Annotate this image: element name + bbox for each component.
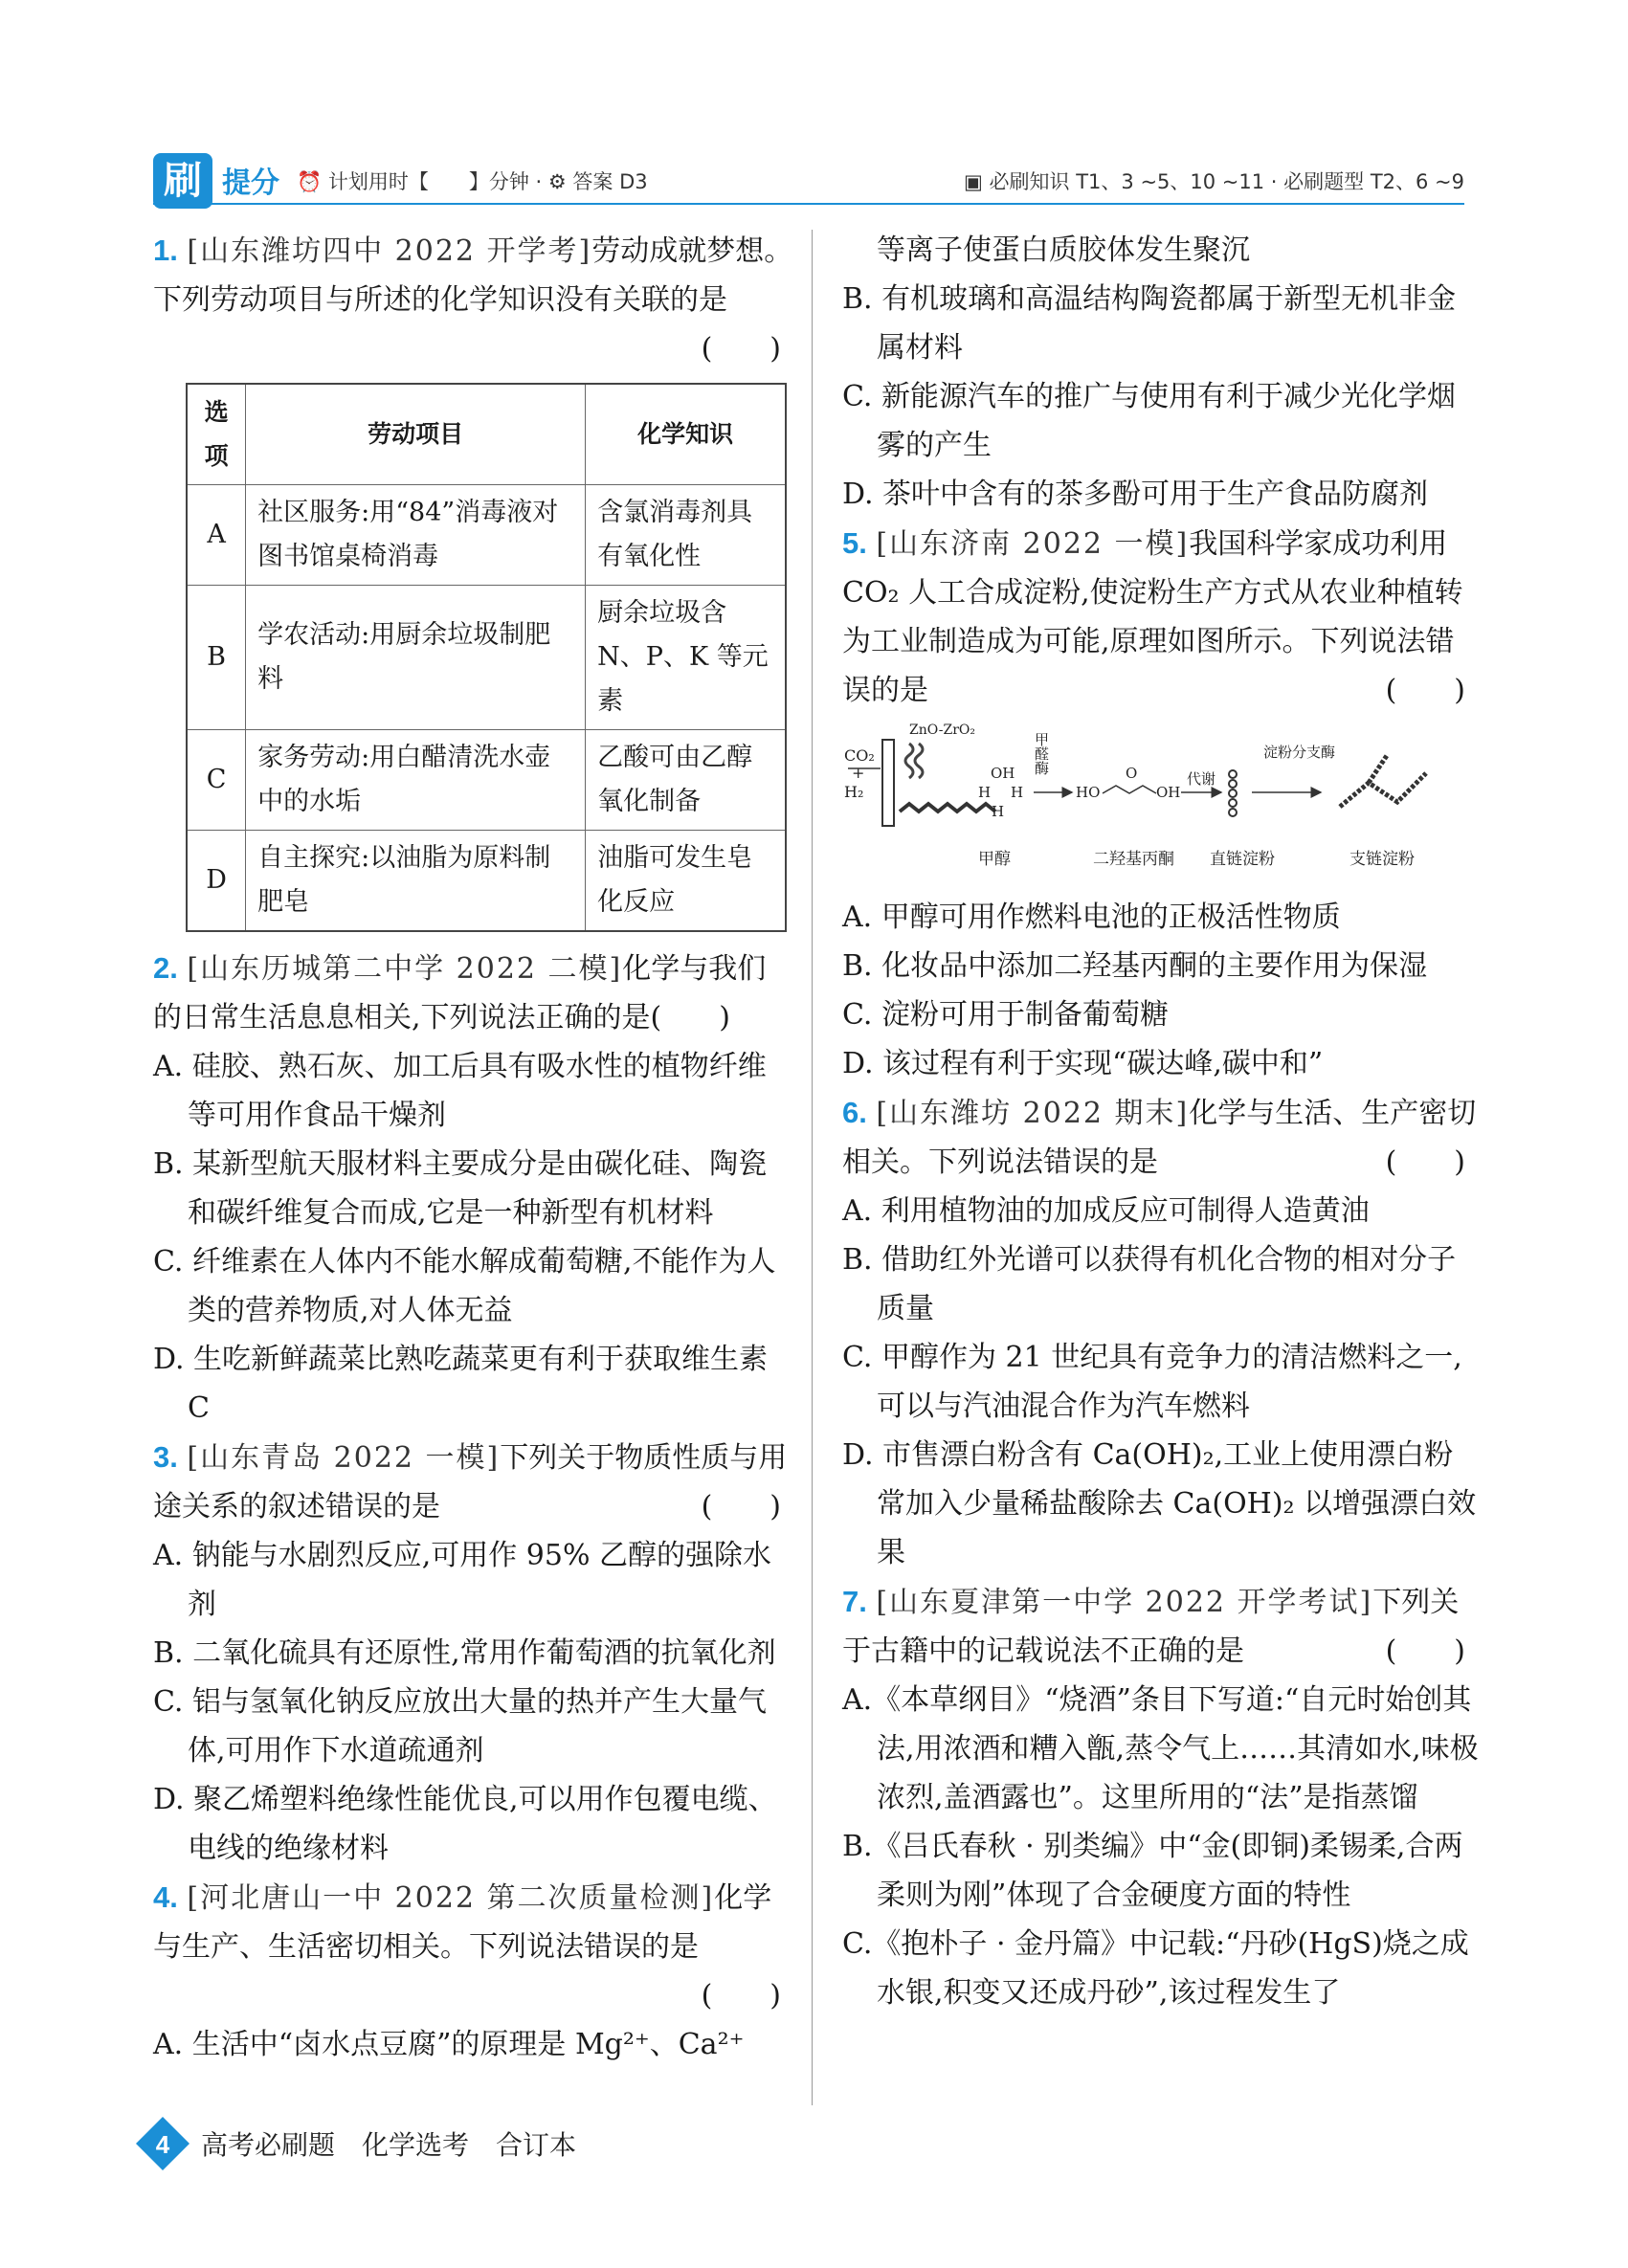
question-stem: 化学与生活、生产密切相关。下列说法错误的是 (842, 1097, 1477, 1179)
brand-logo: 刷 (153, 153, 212, 209)
question-source: [山东潍坊 2022 期末] (876, 1097, 1190, 1130)
catalyst-icon (905, 744, 923, 778)
question-3: 3. [山东青岛 2022 一模]下列关于物质性质与用途关系的叙述错误的是 ( ) (153, 1433, 794, 1531)
option-a: A. 生活中“卤水点豆腐”的原理是 Mg²⁺、Ca²⁺ (153, 2028, 745, 2061)
option-d: D. 聚乙烯塑料绝缘性能优良,可以用作包覆电缆、电线的绝缘材料 (153, 1783, 777, 1865)
answer-blank: ( ) (701, 1979, 781, 2012)
svg-text:O: O (1126, 765, 1138, 782)
starch-synthesis-diagram (842, 721, 1455, 874)
question-2: 2. [山东历城第二中学 2022 二模]化学与我们的日常生活息息相关,下列说法正确的是( ) (153, 951, 767, 1034)
svg-text:H: H (978, 784, 992, 801)
svg-text:OH: OH (1156, 784, 1181, 801)
answer-ref: 答案 D3 (572, 170, 648, 193)
page-number-badge (134, 2115, 191, 2172)
question-stem: 下列关于古籍中的记载说法不正确的是 (842, 1586, 1460, 1668)
option-b: B. 二氧化硫具有还原性,常用作葡萄酒的抗氧化剂 (153, 1636, 776, 1670)
option-d: D. 该过程有利于实现“碳达峰,碳中和” (842, 1047, 1324, 1080)
option-c: C.《抱朴子 · 金丹篇》中记载:“丹砂(HgS)烧之成水银,积变又还成丹砂”,该过程发生了 (842, 1927, 1469, 2010)
option-a: A.《本草纲目》“烧酒”条目下写道:“自元时始创其法,用浓酒和糟入甑,蒸令气上……其清如水,味极浓烈,盖酒露也”。这里所用的“法”是指蒸馏 (842, 1683, 1479, 1814)
question-source: [山东济南 2022 一模] (876, 527, 1190, 561)
option-c: C. 纤维素在人体内不能水解成葡萄糖,不能作为人类的营养物质,对人体无益 (153, 1245, 776, 1327)
header-plan: ⏰ 计划用时【 】分钟 · ⚙ 答案 D3 (297, 170, 648, 193)
question-stem: 劳动成就梦想。下列劳动项目与所述的化学知识没有关联的是 (153, 234, 793, 317)
question-7: 7. [山东夏津第一中学 2022 开学考试]下列关于古籍中的记载说法不正确的是 ( ) (842, 1577, 1479, 1676)
column-divider (812, 230, 813, 2105)
option-a: A. 钠能与水剧烈反应,可用作 95% 乙醇的强除水剂 (153, 1539, 772, 1621)
answer-blank: ( ) (701, 332, 781, 366)
diagram-label-amylose: 直链淀粉 (1210, 850, 1275, 869)
question-stem: 化学与生产、生活密切相关。下列说法错误的是 (153, 1881, 772, 1964)
option-b: B.《吕氏春秋 · 别类编》中“金(即铜)柔锡柔,合两柔则为刚”体现了合金硬度方面的特性 (842, 1830, 1463, 1912)
left-column (153, 226, 794, 2069)
enzyme2-label: 淀粉分支酶 (1263, 744, 1336, 761)
catalyst-label: ZnO-ZrO₂ (909, 723, 975, 738)
question-source: [山东夏津第一中学 2022 开学考试] (876, 1586, 1373, 1619)
table-header: 化学知识 (586, 384, 786, 485)
question-source: [山东历城第二中学 2022 二模] (187, 952, 623, 986)
question-source: [山东潍坊四中 2022 开学考] (187, 234, 592, 268)
option-d: D. 市售漂白粉含有 Ca(OH)₂,工业上使用漂白粉常加入少量稀盐酸除去 Ca(OH)₂ 以增强漂白效果 (842, 1438, 1477, 1569)
table-row: B 学农活动:用厨余垃圾制肥料 厨余垃圾含 N、P、K 等元素 (187, 586, 786, 730)
option-b: B. 有机玻璃和高温结构陶瓷都属于新型无机非金属材料 (842, 282, 1457, 365)
clock-icon: ⏰ (297, 170, 323, 193)
svg-text:H: H (1011, 784, 1024, 801)
enzyme-chain-icon (900, 804, 995, 812)
table-row: A 社区服务:用“84”消毒液对图书馆桌椅消毒 含氯消毒剂具有氧化性 (187, 485, 786, 586)
diagram-label-methanol: 甲醇 (978, 850, 1011, 869)
option-b: B. 化妆品中添加二羟基丙酮的主要作用为保湿 (842, 949, 1428, 983)
option-a: A. 甲醇可用作燃料电池的正极活性物质 (842, 901, 1341, 934)
diagram-label-dha: 二羟基丙酮 (1093, 850, 1174, 869)
option-d: D. 茶叶中含有的茶多酚可用于生产食品防腐剂 (842, 478, 1429, 511)
option-d: D. 生吃新鲜蔬菜比熟吃蔬菜更有利于获取维生素 C (153, 1343, 769, 1425)
branched-starch-icon (1340, 754, 1426, 807)
option-b: B. 某新型航天服材料主要成分是由碳化硅、陶瓷和碳纤维复合而成,它是一种新型有机材料 (153, 1147, 768, 1230)
option-c: C. 铝与氢氧化钠反应放出大量的热并产生大量气体,可用作下水道疏通剂 (153, 1685, 767, 1768)
enzyme1-label: 甲醛酶 (1033, 732, 1050, 775)
question-stem: 我国科学家成功利用 CO₂ 人工合成淀粉,使淀粉生产方式从农业种植转为工业制造成为可能,原理如图所示。下列说法错误的是 (842, 527, 1463, 707)
plan-time: 计划用时【 】分钟 (327, 170, 529, 193)
footer-title: 高考必刷题 化学选考 合订本 (201, 2129, 577, 2161)
svg-text:HO: HO (1076, 784, 1101, 801)
header-knowledge: ▣ 必刷知识 T1、3 ~5、10 ~11 · 必刷题型 T2、6 ~9 (964, 170, 1464, 193)
diagram-label-amylopectin: 支链淀粉 (1349, 850, 1415, 869)
table-header: 劳动项目 (246, 384, 586, 485)
header-rule (153, 203, 1464, 205)
linear-starch-icon (1229, 770, 1237, 816)
table-row: C 家务劳动:用白醋清洗水壶中的水垢 乙酸可由乙醇氧化制备 (187, 730, 786, 831)
question-4: 4. [河北唐山一中 2022 第二次质量检测]化学与生产、生活密切相关。下列说法错误的是 (153, 1880, 772, 1964)
q1-table (186, 383, 787, 932)
step-label: 代谢 (1187, 770, 1216, 788)
answer-blank: ( ) (1385, 1145, 1465, 1179)
question-1: 1. [山东潍坊四中 2022 开学考]劳动成就梦想。下列劳动项目与所述的化学知识没有关联的是 (153, 233, 793, 317)
svg-text:OH: OH (991, 765, 1015, 782)
table-header: 选项 (187, 384, 246, 485)
right-column (842, 226, 1479, 2017)
question-stem: 化学与我们的日常生活息息相关,下列说法正确的是( ) (153, 952, 767, 1034)
plus-label: + (852, 764, 865, 782)
co2-label: CO₂ (844, 746, 875, 765)
answer-blank: ( ) (1385, 674, 1465, 707)
svg-text:H: H (992, 803, 1005, 820)
question-source: [河北唐山一中 2022 第二次质量检测] (187, 1881, 715, 1915)
answer-icon: ⚙ (547, 170, 567, 193)
table-row: D 自主探究:以油脂为原料制肥皂 油脂可发生皂化反应 (187, 831, 786, 932)
answer-blank: ( ) (1385, 1634, 1465, 1668)
question-source: [山东青岛 2022 一模] (187, 1441, 501, 1475)
h2-label: H₂ (844, 783, 864, 801)
option-b: B. 借助红外光谱可以获得有机化合物的相对分子质量 (842, 1243, 1457, 1325)
option-a-continued: 等离子使蛋白质胶体发生聚沉 (877, 233, 1250, 267)
question-6: 6. [山东潍坊 2022 期末]化学与生活、生产密切相关。下列说法错误的是 ( ) (842, 1088, 1479, 1187)
option-c: C. 淀粉可用于制备葡萄糖 (842, 998, 1169, 1032)
option-c: C. 新能源汽车的推广与使用有利于减少光化学烟雾的产生 (842, 380, 1456, 462)
question-stem: 下列关于物质性质与用途关系的叙述错误的是 (153, 1441, 788, 1523)
brand-text: 提分 (222, 167, 279, 200)
option-c: C. 甲醇作为 21 世纪具有竞争力的清洁燃料之一,可以与汽油混合作为汽车燃料 (842, 1341, 1462, 1423)
question-5: 5. [山东济南 2022 一模]我国科学家成功利用 CO₂ 人工合成淀粉,使淀粉生产方式从农业种植转为工业制造成为可能,原理如图所示。下列说法错误的是 ( ) (842, 519, 1479, 715)
option-a: A. 利用植物油的加成反应可制得人造黄油 (842, 1194, 1370, 1228)
book-icon: ▣ (964, 170, 983, 193)
option-a: A. 硅胶、熟石灰、加工后具有吸水性的植物纤维等可用作食品干燥剂 (153, 1050, 767, 1132)
answer-blank: ( ) (701, 1490, 781, 1523)
page-header (153, 153, 1464, 203)
page-number: 4 (155, 2130, 170, 2159)
